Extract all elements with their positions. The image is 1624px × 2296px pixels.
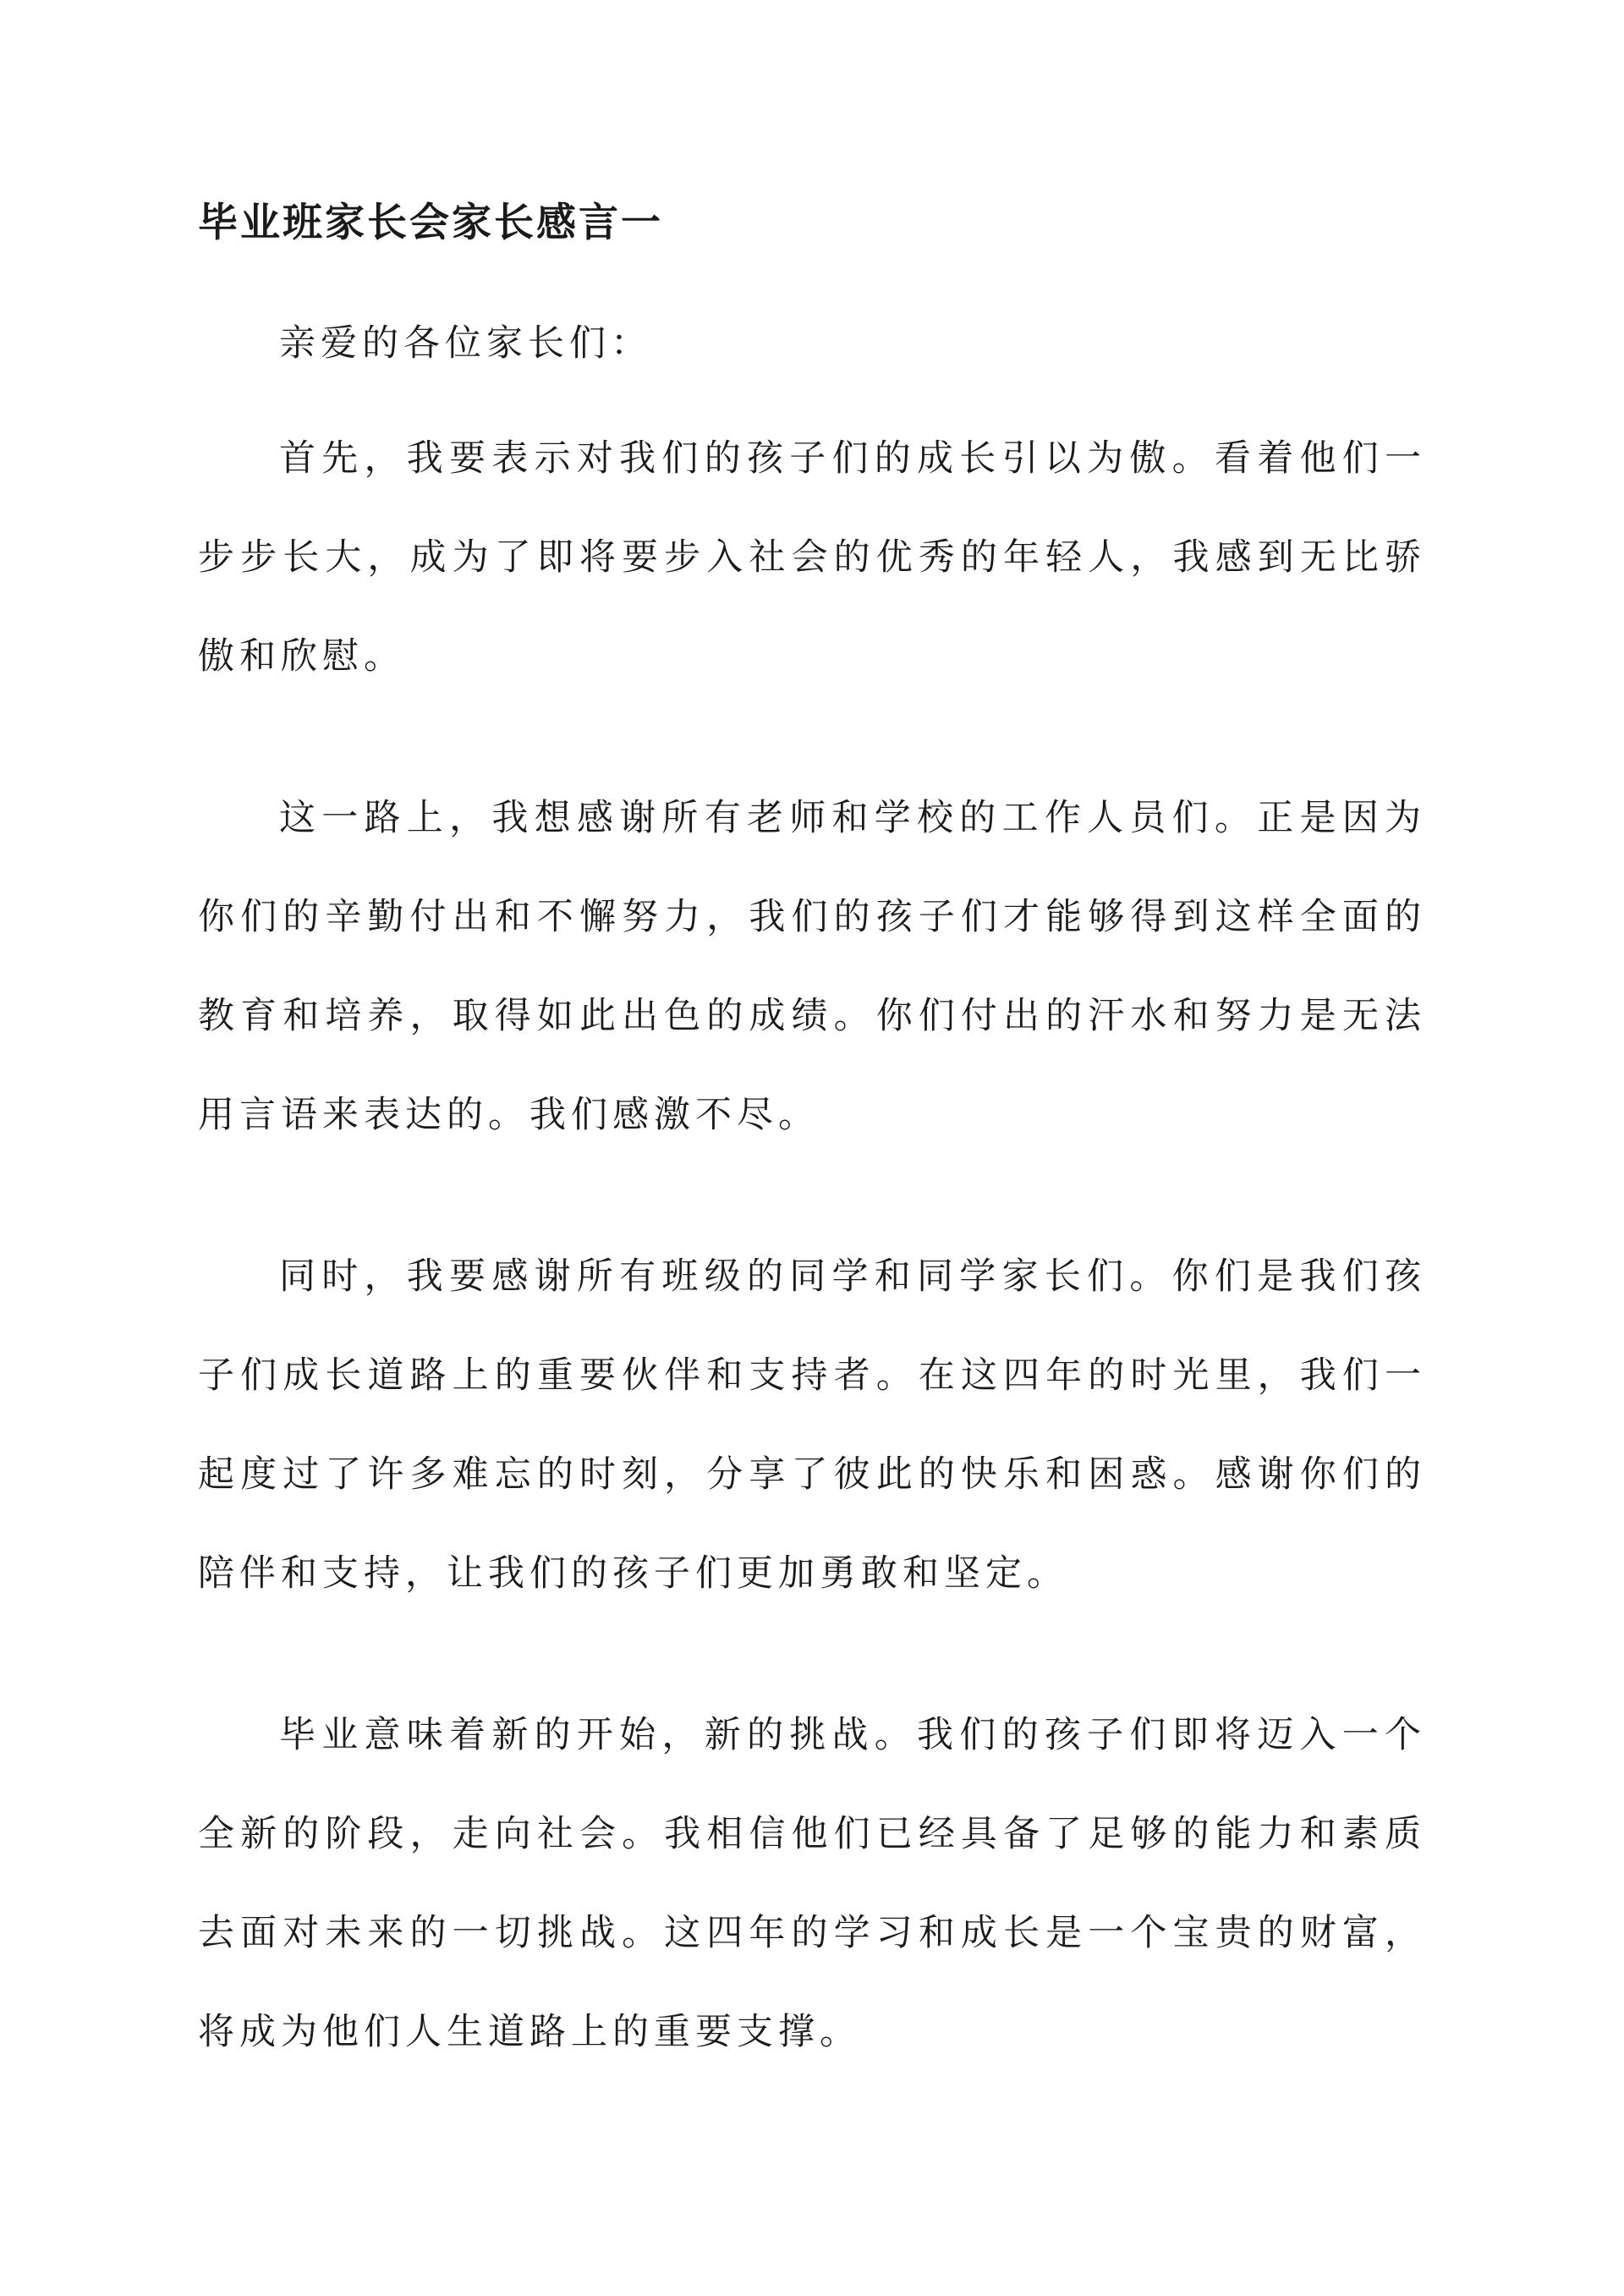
paragraph-thanks-teachers: 这一路上，我想感谢所有老师和学校的工作人员们。正是因为你们的辛勤付出和不懈努力，我们的孩子们才能够得到这样全面的教育和培养，取得如此出色的成绩。你们付出的汗水和努力是无法用言语来表达的。我们感激不尽。 [198, 797, 1426, 1136]
paragraph-thanks-classmates: 同时，我要感谢所有班级的同学和同学家长们。你们是我们孩子们成长道路上的重要伙伴和支持者。在这四年的时光里，我们一起度过了许多难忘的时刻，分享了彼此的快乐和困惑。感谢你们的陪伴和支持，让我们的孩子们更加勇敢和坚定。 [198, 1255, 1426, 1595]
document-body [198, 190, 1426, 2082]
greeting-line: 亲爱的各位家长们： [279, 322, 652, 365]
paragraph-new-beginning: 毕业意味着新的开始，新的挑战。我们的孩子们即将迈入一个全新的阶段，走向社会。我相信他们已经具备了足够的能力和素质去面对未来的一切挑战。这四年的学习和成长是一个宝贵的财富，将成为他们人生道路上的重要支撑。 [198, 1714, 1426, 2053]
paragraph-pride: 首先，我要表示对我们的孩子们的成长引以为傲。看着他们一步步长大，成为了即将要步入社会的优秀的年轻人，我感到无比骄傲和欣慰。 [198, 437, 1426, 678]
document-title: 毕业班家长会家长感言一 [198, 200, 663, 246]
